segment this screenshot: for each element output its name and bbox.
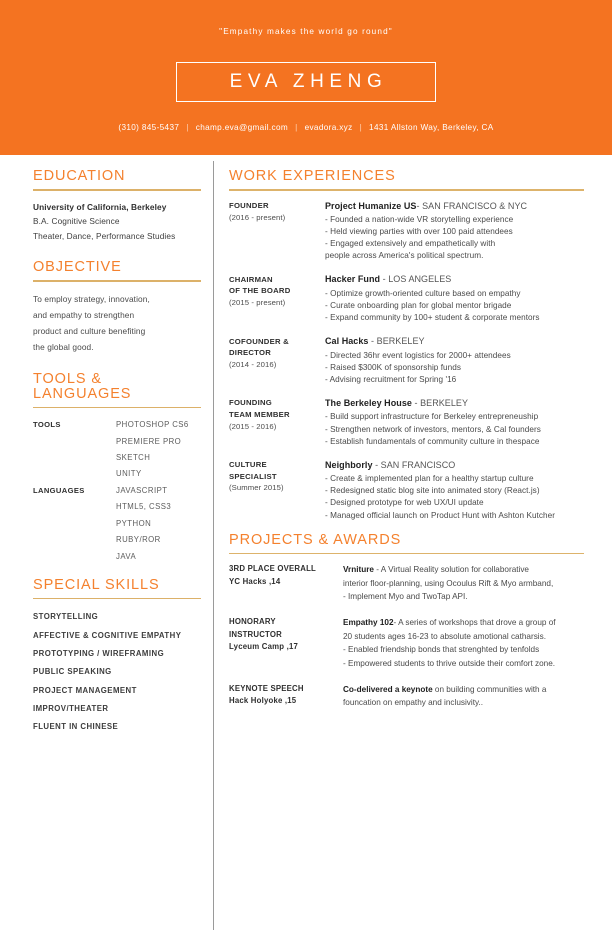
work-bullet: - Redesigned static blog site into animated story (React.js) [325,486,540,496]
work-bullet: - Expand community by 100+ student & corporate mentors [325,313,540,323]
work-org-location: BERKELEY [420,397,469,408]
work-entry-detail [325,397,584,448]
left-column [33,169,201,737]
tools-item: UNITY [116,469,142,479]
special-skills-heading: SPECIAL SKILLS [33,576,160,593]
objective-line: the global good. [33,341,94,352]
project-award [229,563,343,603]
work-entry [229,273,584,324]
section-objective [33,260,201,355]
education-heading: EDUCATION [33,168,126,184]
work-role-line1: FOUNDING [229,398,272,408]
work-role-line2: OF THE BOARD [229,286,291,296]
work-bullet: - Engaged extensively and empathetically with [325,239,496,249]
skill-item: STORYTELLING [33,612,99,622]
education-rule [33,189,201,190]
right-column [229,169,584,723]
contact-phone[interactable]: (310) 845-5437 [118,123,180,132]
spacer [33,243,201,260]
work-bullet: people across America's political spectrum. [325,251,484,261]
project-detail [343,683,584,710]
skill-item: PUBLIC SPEAKING [33,667,112,677]
project-award [229,616,343,670]
work-org-location: SAN FRANCISCO & NYC [422,200,528,211]
work-bullet: - Curate onboarding plan for global mentor brigade [325,300,512,310]
name-box [176,62,436,102]
tools-item: SKETCH [116,453,151,463]
project-line: on building communities with a [434,684,547,694]
grid-spacer [33,532,116,548]
work-org-line [325,459,584,472]
project-award-line1: HONORARY [229,617,276,627]
column-divider [213,161,214,930]
work-entry-detail [325,459,584,522]
work-bullet: - Advising recruitment for Spring '16 [325,374,457,384]
work-experiences-rule [229,189,584,190]
work-entry-detail [325,200,584,263]
project-line: 20 students ages 16-23 to absolute amotional catharsis. [343,631,546,641]
section-tools-languages [33,372,201,565]
grid-spacer [33,450,116,466]
project-award-line2: INSTRUCTOR [229,629,282,639]
work-bullet: - Establish fundamentals of community culture in thespace [325,436,540,446]
work-entry-detail [325,335,584,386]
work-bullet: - Founded a nation-wide VR storytelling experience [325,215,514,225]
projects-awards-rule [229,553,584,554]
work-org-name: Cal Hacks [325,336,369,347]
project-entry [229,683,584,710]
work-entry-role [229,459,325,522]
project-line: A Virtual Reality solution for collaborative [380,565,529,575]
work-org-name: Project Humanize US [325,200,417,211]
skill-item: FLUENT IN CHINESE [33,722,119,732]
work-role-line1: CULTURE [229,460,267,470]
tagline: "Empathy makes the world go round" [219,27,393,36]
work-bullet: - Held viewing parties with over 100 paid attendees [325,227,513,237]
project-detail [343,563,584,603]
work-entry-role [229,273,325,324]
work-bullet: - Raised $300K of sponsorship funds [325,362,462,372]
skill-item: IMPROV/THEATER [33,703,109,713]
section-special-skills [33,578,201,737]
work-org-location: LOS ANGELES [388,274,452,285]
project-lead-name: Co-delivered a keynote [343,684,433,694]
education-line: B.A. Cognitive Science [33,216,120,227]
education-line: University of California, Berkeley [33,201,167,212]
work-org-name: Hacker Fund [325,274,381,285]
tools-languages-rule [33,407,201,408]
work-entry-role [229,335,325,386]
languages-item: RUBY/ROR [116,535,161,545]
work-bullet: - Designed prototype for web UX/UI update [325,498,484,508]
languages-item: JAVA [116,551,137,561]
spacer [33,355,201,372]
project-award-line1: KEYNOTE SPEECH [229,683,304,693]
work-role-date: (Summer 2015) [229,483,284,493]
work-entry-detail [325,273,584,324]
projects-awards-heading: PROJECTS & AWARDS [229,531,402,548]
project-award-line2: Hack Holyoke ,15 [229,696,297,706]
work-org-name: Neighborly [325,459,373,470]
work-role-line1: CHAIRMAN [229,274,273,284]
objective-heading: OBJECTIVE [33,259,122,276]
grid-spacer [33,549,116,565]
work-role-line2: SPECIALIST [229,471,277,481]
work-org-name: The Berkeley House [325,397,412,408]
project-lead-sep: - [373,565,381,575]
contact-separator-2: | [295,123,298,132]
work-role-date: (2015 - 2016) [229,421,277,431]
work-role-line2: TEAM MEMBER [229,410,290,420]
work-bullet: - Managed official launch on Product Hunt with Ashton Kutcher [325,510,556,520]
work-entry [229,335,584,386]
work-org-line [325,273,584,286]
skill-item: PROJECT MANAGEMENT [33,685,137,695]
project-lead-line [343,563,584,576]
project-detail [343,616,584,670]
work-entry [229,459,584,522]
education-line: Theater, Dance, Performance Studies [33,230,176,241]
resume-body [0,155,612,792]
grid-spacer [33,466,116,482]
languages-item: HTML5, CSS3 [116,502,172,512]
work-org-line [325,397,584,410]
project-lead-name: Vrniture [343,565,374,575]
project-award-line2: YC Hacks ,14 [229,576,281,586]
work-entry [229,397,584,448]
languages-item: JAVASCRIPT [116,485,168,495]
objective-line: and empathy to strengthen [33,309,135,320]
page-title: EVA ZHENG [229,71,388,92]
spacer [33,565,201,578]
work-org-sep: - [368,336,377,347]
work-bullet: - Optimize growth-oriented culture based on empathy [325,288,521,298]
work-role-date: (2015 - present) [229,298,286,308]
project-line: founcation on empathy and inclusivity.. [343,698,484,708]
work-org-location: BERKELEY [376,336,425,347]
contact-email[interactable]: champ.eva@gmail.com [195,123,289,132]
contact-website[interactable]: evadora.xyz [304,123,353,132]
tools-group-label: TOOLS [33,420,61,430]
special-skills-rule [33,598,201,599]
project-line: A series of workshops that drove a group of [398,618,556,628]
skill-item: AFFECTIVE & COGNITIVE EMPATHY [33,630,182,640]
project-entry [229,616,584,670]
work-bullet: - Directed 36hr event logistics for 2000+ attendees [325,350,511,360]
project-line: - Implement Myo and TwoTap API. [343,591,468,601]
tools-item: PHOTOSHOP CS6 [116,420,189,430]
objective-rule [33,280,201,281]
work-org-sep: - [411,397,421,408]
work-org-line [325,335,584,348]
project-award-line3: Lyceum Camp ,17 [229,642,299,652]
work-bullet: - Strengthen network of investors, mentors, & Cal founders [325,424,541,434]
project-lead-name: Empathy 102 [343,618,394,628]
tools-item: PREMIERE PRO [116,436,182,446]
project-award [229,683,343,710]
work-experiences-heading: WORK EXPERIENCES [229,168,396,184]
languages-item: PYTHON [116,518,152,528]
grid-spacer [33,434,116,450]
project-lead-sep: - [393,618,399,628]
work-org-sep: - [372,459,381,470]
contact-line [0,123,612,132]
work-org-sep: - [380,274,389,285]
objective-line: product and culture benefiting [33,325,146,336]
project-line: interior floor-planning, using Ocoulus Rift & Myo armband, [343,578,554,588]
project-lead-line [343,616,584,629]
work-entry [229,200,584,263]
project-line: - Enabled friendship bonds that strenghted by tenfolds [343,645,540,655]
work-org-location: SAN FRANCISCO [380,459,456,470]
section-education [33,169,201,243]
section-projects-awards [229,533,584,710]
contact-separator-3: | [359,123,363,132]
work-entry-role [229,200,325,263]
work-entry-role [229,397,325,448]
contact-separator-1: | [186,123,189,132]
project-line: - Empowered students to thrive outside their comfort zone. [343,658,556,668]
contact-address: 1431 Allston Way, Berkeley, CA [369,123,494,132]
project-lead-line [343,683,584,696]
work-org-sep: - [416,200,423,211]
header-banner [0,0,612,155]
tools-grid [33,417,201,565]
work-org-line [325,200,584,213]
skill-item: PROTOTYPING / WIREFRAMING [33,649,165,659]
work-role-line1: FOUNDER [229,201,269,211]
work-role-date: (2014 - 2016) [229,359,277,369]
grid-spacer [33,499,116,515]
work-role-line1: COFOUNDER & [229,336,289,346]
work-role-date: (2016 - present) [229,212,286,222]
objective-line: To employ strategy, innovation, [33,293,150,304]
work-bullet: - Build support infrastructure for Berkeley entrepreneuship [325,412,539,422]
tools-languages-heading: TOOLS & LANGUAGES [33,370,132,402]
project-award-line1: 3RD PLACE OVERALL [229,564,317,574]
section-work-experiences [229,169,584,522]
grid-spacer [33,516,116,532]
work-bullet: - Create & implemented plan for a healthy startup culture [325,474,534,484]
languages-group-label: LANGUAGES [33,485,85,495]
project-entry [229,563,584,603]
work-role-line2: DIRECTOR [229,348,272,358]
